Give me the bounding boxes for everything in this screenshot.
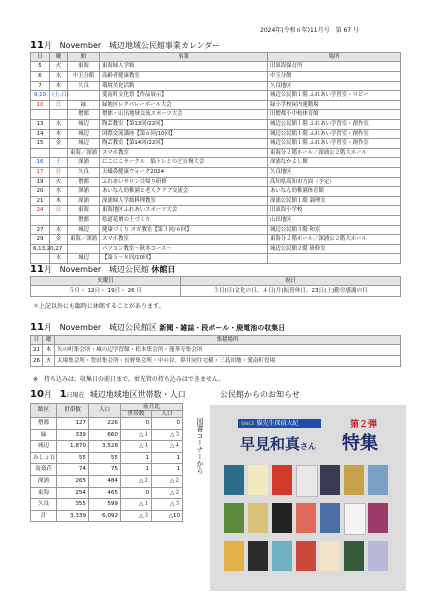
event-name: 陶芸教室【第13回/22回】 — [100, 119, 268, 129]
population-prev-count: △３ — [152, 429, 183, 441]
population-area: 緑 — [31, 429, 57, 441]
event-day: 20 — [31, 187, 50, 197]
population-row — [31, 441, 183, 453]
population-households: 1,870 — [57, 441, 89, 453]
event-hall: 僧都 — [68, 177, 100, 187]
event-name: 天蟻鼻健康ウォーク2024 — [100, 167, 268, 177]
event-hall: 久良 — [68, 81, 100, 91]
population-row — [31, 475, 183, 487]
event-name: ふれあいサロン日帰り研修 — [100, 177, 268, 187]
population-area: 僧都 — [31, 418, 57, 430]
event-place: 旧東海保育所 — [268, 62, 401, 72]
event-day: 6 — [31, 72, 50, 82]
event-weekday: 日 — [50, 167, 68, 177]
book-cover — [248, 503, 268, 533]
event-weekday: 木 — [50, 196, 68, 206]
population-row — [31, 510, 183, 522]
population-prev-households-header: 世帯数 — [121, 411, 152, 418]
population-prev-count: △10 — [152, 510, 183, 522]
event-hall: 城辺 — [68, 254, 100, 264]
event-weekday: 水 — [50, 72, 68, 82]
recycle-month-en: November — [59, 323, 102, 332]
population-households: 3,339 — [57, 510, 89, 522]
population-prev-count: △２ — [152, 475, 183, 487]
event-name: 高齢者健康教室 — [100, 72, 268, 82]
event-weekday — [50, 148, 68, 158]
recycle-day: 21 — [31, 345, 43, 356]
recycle-heading-bold: 新聞・雑誌・段ボール・廃電池の収集日 — [159, 324, 286, 332]
holiday-title — [30, 264, 175, 275]
book-cover — [320, 465, 340, 495]
population-area: みしょ在 — [31, 452, 57, 464]
event-place: 城辺公民館１階 ふれあい学習室・創作室 — [268, 129, 401, 139]
event-hall: 東海／深浦 — [68, 148, 100, 158]
col-hall: 館 — [68, 53, 100, 62]
holiday-heading-bold: 休館日 — [151, 265, 176, 274]
event-place: 深浦公民館１階 調理室 — [268, 196, 401, 206]
population-prev-count: 0 — [152, 418, 183, 430]
event-hall: 久良 — [68, 167, 100, 177]
calendar-row — [31, 187, 401, 197]
event-place: 城辺公民館１階 ふれあい学習室・創作室 — [268, 119, 401, 129]
event-day: 16 — [31, 158, 50, 168]
recycle-place: 太場集会所・豊田集会所・長野集会所・中の谷、鼻井同住宅横・三島団地・愛南町役場 — [55, 356, 401, 367]
event-name: 環境美化活動 — [100, 81, 268, 91]
population-prev-households: 1 — [121, 452, 152, 464]
population-area: 深浦 — [31, 475, 57, 487]
event-weekday: 火 — [50, 62, 68, 72]
population-prev-households: △１ — [121, 499, 152, 511]
book-cover — [344, 541, 364, 571]
recycle-body — [31, 345, 401, 367]
calendar-row — [31, 91, 401, 101]
event-hall: 僧都 — [68, 110, 100, 120]
calendar-body — [31, 62, 401, 263]
event-day: 6,13,20,27 — [31, 244, 50, 254]
calendar-row — [31, 119, 401, 129]
population-count: 465 — [89, 487, 121, 499]
holiday-weekday-dates: ５日・ 12日・ 19日・ 26 日 — [31, 286, 181, 297]
calendar-row — [31, 148, 401, 158]
population-households: 355 — [57, 499, 89, 511]
book-cover — [248, 541, 268, 571]
holiday-month-suffix: 月 — [43, 265, 52, 274]
book-cover — [344, 465, 364, 495]
holiday-row — [31, 286, 401, 297]
calendar-row — [31, 139, 401, 149]
event-place: 東海分２階ホール／深浦公２階大ホール — [268, 148, 401, 158]
population-area: 計 — [31, 510, 57, 522]
calendar-row — [31, 196, 401, 206]
recycle-weekday-header: 曜 — [43, 336, 55, 345]
holiday-header-row — [31, 277, 401, 286]
book-cover — [296, 541, 316, 571]
col-day: 日 — [31, 53, 50, 62]
recycle-row — [31, 345, 401, 356]
event-calendar-table — [30, 52, 401, 264]
population-title — [30, 389, 186, 400]
population-count: 660 — [89, 429, 121, 441]
event-name: あいなん幼稚園と老人クラブ交流会 — [100, 187, 268, 197]
population-prev-count: △４ — [152, 441, 183, 453]
col-event: 事業 — [100, 53, 268, 62]
population-count: 599 — [89, 499, 121, 511]
event-name: 愛南町文化祭【作品展示】 — [100, 91, 268, 101]
event-day: 7 — [31, 81, 50, 91]
population-prev-header: 前月比 — [121, 404, 183, 411]
population-row — [31, 429, 183, 441]
event-day — [31, 148, 50, 158]
population-prev-households: △３ — [121, 510, 152, 522]
holiday-month: 11 — [30, 264, 44, 275]
population-households: 74 — [57, 464, 89, 476]
library-poster — [210, 405, 406, 591]
event-weekday: 日 — [50, 100, 68, 110]
event-name: パソコン教室～秋冬コース～ — [100, 244, 268, 254]
event-day: 24 — [31, 206, 50, 216]
event-hall: 城辺 — [68, 139, 100, 149]
event-weekday — [50, 215, 68, 225]
recycle-day-header: 日 — [31, 336, 43, 345]
book-cover — [368, 503, 388, 533]
population-body — [31, 418, 183, 522]
event-weekday: 水 — [50, 225, 68, 235]
calendar-row — [31, 100, 401, 110]
population-area: 久良 — [31, 499, 57, 511]
event-name: 国際交流講座【第６回/10回】 — [100, 129, 268, 139]
population-households: 127 — [57, 418, 89, 430]
event-place: 旧僧都小中校体育館 — [268, 110, 401, 120]
poster-volume: 第２弾 — [350, 420, 378, 430]
holiday-heading: 城辺公民館 — [108, 265, 149, 274]
book-cover — [272, 465, 292, 495]
event-name: スマホ教室 — [100, 148, 268, 158]
poster-special: 特集 — [342, 433, 378, 454]
recycle-place: 矢の町集会所・城の辺学習館・松本集会所・蓮華寺集会所 — [55, 345, 401, 356]
recycle-day: 26 — [31, 356, 43, 367]
book-cover — [296, 503, 316, 533]
event-place: 旧東海小学校 — [268, 206, 401, 216]
book-cover — [224, 541, 244, 571]
book-cover — [368, 465, 388, 495]
event-place: 久良地区 — [268, 81, 401, 91]
population-count: 484 — [89, 475, 121, 487]
book-cover — [296, 465, 318, 497]
event-day: 9,10 — [31, 91, 50, 101]
calendar-row — [31, 225, 401, 235]
event-hall: 城辺 — [68, 129, 100, 139]
population-day-suffix: 日現在 — [66, 392, 85, 399]
calendar-row — [31, 215, 401, 225]
population-count: 3,528 — [89, 441, 121, 453]
col-place: 場所 — [268, 53, 401, 62]
event-day — [31, 254, 50, 264]
calendar-row — [31, 177, 401, 187]
event-name: 【第５～８回/10回】 — [100, 254, 268, 264]
calendar-header-row — [31, 53, 401, 62]
population-row — [31, 418, 183, 430]
col-weekday: 曜 — [50, 53, 68, 62]
month-suffix: 月 — [43, 41, 52, 50]
book-cover — [272, 541, 292, 571]
event-day: 14 — [31, 129, 50, 139]
recycle-weekday: 木 — [43, 345, 55, 356]
population-month: 10 — [30, 389, 44, 400]
event-weekday: 木 — [50, 129, 68, 139]
population-prev-households: △２ — [121, 475, 152, 487]
event-name: スマホ教室 — [100, 235, 268, 245]
population-count: 226 — [89, 418, 121, 430]
recycle-month: 11 — [30, 322, 44, 333]
event-day: 13 — [31, 119, 50, 129]
population-pop-header: 人口 — [89, 404, 121, 418]
population-month-suffix: 月 — [43, 390, 52, 399]
recycle-row — [31, 356, 401, 367]
book-cover — [272, 503, 292, 533]
calendar-row — [31, 244, 401, 254]
event-name: 深浦婦人学級料理教室 — [100, 196, 268, 206]
event-weekday: 金 — [50, 235, 68, 245]
recycle-title — [30, 322, 285, 333]
book-cover — [320, 541, 340, 571]
event-hall — [68, 91, 100, 101]
population-area-header: 館区 — [31, 404, 57, 418]
calendar-row — [31, 129, 401, 139]
holiday-holiday-header: 祝日 — [181, 277, 401, 286]
book-cover — [368, 541, 388, 571]
recycle-place-header: 集積場所 — [55, 336, 401, 345]
event-place: 緑小学校屋内運動場 — [268, 100, 401, 110]
book-cover — [320, 503, 340, 533]
population-households: 265 — [57, 475, 89, 487]
population-prev-households: 0 — [121, 418, 152, 430]
population-prev-count: △２ — [152, 487, 183, 499]
event-hall: 僧都 — [68, 215, 100, 225]
event-weekday: 金 — [50, 139, 68, 149]
poster-series: 猫先生探偵大紀 — [256, 420, 299, 427]
month-en: November — [59, 41, 102, 50]
population-households: 55 — [57, 452, 89, 464]
population-households: 254 — [57, 487, 89, 499]
population-heading: 城辺地域地区世帯数・人口 — [89, 390, 186, 399]
population-area: 城辺 — [31, 441, 57, 453]
event-weekday: 火 — [50, 177, 68, 187]
population-header-row-1 — [31, 404, 183, 411]
population-prev-count: 1 — [152, 464, 183, 476]
event-day: 27 — [31, 225, 50, 235]
population-prev-households: 1 — [121, 464, 152, 476]
event-hall: 深浦 — [68, 158, 100, 168]
calendar-heading: 城辺地域公民館事業カレンダー — [108, 41, 221, 50]
event-weekday: 木 — [50, 81, 68, 91]
population-area: 南楽荘 — [31, 464, 57, 476]
population-prev-count: 1 — [152, 452, 183, 464]
event-hall: 深浦 — [68, 187, 100, 197]
population-prev-pop-header: 人口 — [152, 411, 183, 418]
population-prev-count: △３ — [152, 499, 183, 511]
recycle-note: ※ 持ち込みは、収集日の前日まで。蛍光管の持ち込みはできません。 — [33, 376, 225, 383]
calendar-row — [31, 235, 401, 245]
library-corner-label: 図書コーナーから — [196, 418, 204, 474]
event-name: 県道花壇の土づくり — [100, 215, 268, 225]
calendar-row — [31, 158, 401, 168]
recycle-weekday: 火 — [43, 356, 55, 367]
holiday-weekday-header: 火曜日 — [31, 277, 181, 286]
population-row — [31, 499, 183, 511]
event-hall: 東海／深浦 — [68, 235, 100, 245]
event-place: 深浦なかよし館 — [268, 158, 401, 168]
event-place: 高知県高知市方面（予定） — [268, 177, 401, 187]
poster-series-band — [238, 419, 321, 428]
event-place: あいなん幼稚園体育館 — [268, 187, 401, 197]
event-place: 東海分２階ホール／深浦公２階大ホール — [268, 235, 401, 245]
book-cover — [224, 465, 244, 495]
calendar-title — [30, 40, 220, 51]
event-day: 15 — [31, 139, 50, 149]
recycle-heading: 城辺公民館区 — [108, 323, 157, 332]
event-day: 10 — [31, 100, 50, 110]
event-day: 21 — [31, 196, 50, 206]
holiday-table — [30, 276, 401, 297]
event-name: 健康づくり ヨガ教室【第３回/６回】 — [100, 225, 268, 235]
population-row — [31, 452, 183, 464]
population-day: 1 — [59, 389, 67, 400]
event-place: 山出地区 — [268, 215, 401, 225]
event-weekday: 水 — [50, 119, 68, 129]
event-name: 僧都・山出地域交流スポーツ大会 — [100, 110, 268, 120]
event-place: 中玉分館 — [268, 72, 401, 82]
event-day: 17 — [31, 167, 50, 177]
event-hall: 城辺 — [68, 225, 100, 235]
poster-author — [240, 433, 316, 454]
calendar-row — [31, 110, 401, 120]
event-place: 城辺公民館２階 研修室 — [268, 244, 401, 254]
event-hall — [68, 244, 100, 254]
book-cover — [344, 503, 366, 535]
holiday-holiday-dates: ３日(日)文化の日、４日(月)振替休日、23日(土)勤労感謝の日 — [181, 286, 401, 297]
population-prev-households: 0 — [121, 487, 152, 499]
recycle-table — [30, 335, 401, 367]
event-weekday: 水 — [50, 254, 68, 264]
event-hall: 緑 — [68, 100, 100, 110]
population-table — [30, 403, 183, 522]
event-weekday: 日 — [50, 206, 68, 216]
event-name: 東海地区ふれあいスポーツ大会 — [100, 206, 268, 216]
holiday-month-en: November — [59, 265, 102, 274]
calendar-month: 11 — [30, 40, 44, 51]
event-weekday — [50, 110, 68, 120]
recycle-header-row — [31, 336, 401, 345]
issue-header: 2024年(令和６年)11月号 第 67 号 — [260, 27, 360, 34]
event-name: 東海婦人学級 — [100, 62, 268, 72]
event-place: 城辺公民館３階 和室 — [268, 225, 401, 235]
library-notice-title: 公民館からのお知らせ — [220, 390, 300, 399]
book-cover — [248, 465, 268, 495]
calendar-row — [31, 254, 401, 264]
event-place: 久良地区 — [268, 167, 401, 177]
event-name: 緑地区レクバレーボール大会 — [100, 100, 268, 110]
event-hall: 中玉分館 — [68, 72, 100, 82]
event-weekday: 水 — [50, 187, 68, 197]
event-hall: 東海 — [68, 62, 100, 72]
event-weekday: 土 — [50, 158, 68, 168]
population-households: 339 — [57, 429, 89, 441]
calendar-row — [31, 62, 401, 72]
event-day — [31, 215, 50, 225]
poster-author-san: さん — [300, 442, 317, 451]
poster-tag: SINCE — [241, 422, 255, 427]
poster-author-name: 早見和真 — [240, 435, 301, 453]
calendar-row — [31, 206, 401, 216]
event-hall: 城辺 — [68, 119, 100, 129]
population-row — [31, 487, 183, 499]
population-households-header: 世帯数 — [57, 404, 89, 418]
population-prev-households: △１ — [121, 441, 152, 453]
event-name: にこにこサークル 脳トレとのど自慢大会 — [100, 158, 268, 168]
calendar-row — [31, 81, 401, 91]
population-count: 55 — [89, 452, 121, 464]
calendar-row — [31, 167, 401, 177]
event-day: 19 — [31, 177, 50, 187]
population-area: 東海 — [31, 487, 57, 499]
event-name: 陶芸教室【第14回/22回】 — [100, 139, 268, 149]
event-weekday: (土,日) — [50, 91, 68, 101]
population-row — [31, 464, 183, 476]
event-place — [268, 254, 401, 264]
population-count: 6,092 — [89, 510, 121, 522]
population-count: 75 — [89, 464, 121, 476]
event-place: 城辺公民館１階 ふれあい学習室・創作室 — [268, 139, 401, 149]
event-hall: 深浦 — [68, 196, 100, 206]
event-day — [31, 110, 50, 120]
event-hall: 東海 — [68, 206, 100, 216]
calendar-row — [31, 72, 401, 82]
event-day: 5 — [31, 62, 50, 72]
event-place: 城辺公民館１階 ふれあい学習室・ロビー — [268, 91, 401, 101]
holiday-note: ＊上記以外にも臨時に休館することがあります。 — [33, 303, 165, 310]
population-prev-households: △１ — [121, 429, 152, 441]
event-day: 29 — [31, 235, 50, 245]
book-cover — [224, 503, 244, 533]
recycle-month-suffix: 月 — [43, 323, 52, 332]
